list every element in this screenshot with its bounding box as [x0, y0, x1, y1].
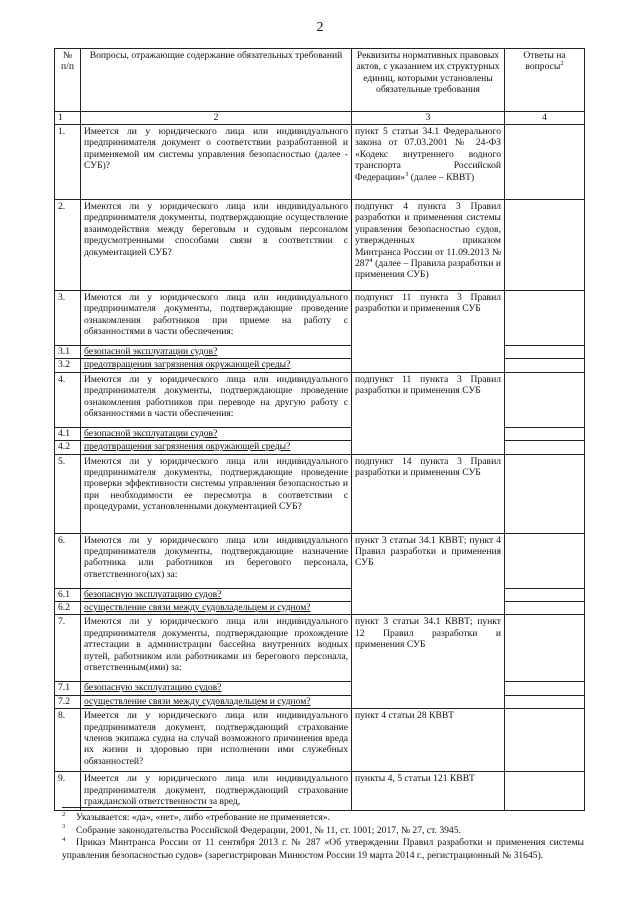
reference-text	[352, 125, 505, 200]
table-row	[55, 615, 585, 682]
question-text: Имеется ли у юридического лица или индивидуального предпринимателя документ о соответствии разработанной и применяемой им системы управления безопасностью (далее - СУБ)?	[81, 125, 352, 200]
footnotes	[62, 812, 584, 862]
checklist-table	[54, 48, 585, 811]
reference-text	[352, 200, 505, 291]
sub-question-text: осуществление связи между судовладельцем и судном?	[81, 602, 352, 615]
sub-question-text: предотвращения загрязнения окружающей среды?	[81, 359, 352, 372]
table-row	[55, 372, 585, 427]
reference-main: подпункт 4 пункта 3 Правил разработки и применения системы управления безопасностью судов, утвержденных приказом Минтранса России от 11.09.2013 № 287	[355, 201, 501, 270]
sub-question-text: предотвращения загрязнения окружающей среды?	[81, 441, 352, 454]
footnote-text: Собрание законодательства Российской Федерации, 2001, № 11, ст. 1001; 2017, № 27, ст. 3945.	[76, 824, 461, 836]
table-row	[55, 291, 585, 346]
table-row	[55, 772, 585, 811]
sub-row	[55, 695, 585, 708]
answer-cell[interactable]	[505, 372, 585, 427]
question-text: Имеются ли у юридического лица или индивидуального предпринимателя документы, подтверждающие прохождение аттестации в администрации бассейна внутренних водных путей, работником или работниками из берегового персонала, ответственным(ими) за:	[81, 615, 352, 682]
question-text: Имеются ли у юридического лица или индивидуального предпринимателя документы, подтверждающие осуществление взаимодействия между береговым и судовым персоналом предусмотренными способами связи в соответствии с документацией СУБ?	[81, 200, 352, 291]
answer-cell[interactable]	[505, 588, 585, 601]
question-text: Имеются ли у юридического лица или индивидуального предпринимателя документы, подтверждающие назначение работника или работников из берегового персонала, ответственного(ых) за:	[81, 533, 352, 588]
sub-question-text: безопасную эксплуатацию судов?	[81, 588, 352, 601]
reference-text: пункт 3 статьи 34.1 КВВТ; пункт 12 Правил разработки и применения СУБ	[352, 615, 505, 709]
reference-text: подпункт 11 пункта 3 Правил разработки и применения СУБ	[352, 291, 505, 373]
answer-cell[interactable]	[505, 454, 585, 533]
row-number: 1.	[55, 125, 81, 200]
column-index: 4	[505, 112, 585, 125]
footnote-marker: 3	[405, 170, 409, 178]
question-text: Имеются ли у юридического лица или индивидуального предпринимателя документы, подтверждающие проведение ознакомления работников при приеме на работу с обязанностями в части обеспечения:	[81, 291, 352, 346]
row-number: 8.	[55, 709, 81, 772]
sub-row	[55, 427, 585, 440]
question-text: Имеются ли у юридического лица или индивидуального предпринимателя документы, подтверждающие проведение ознакомления работников при переводе на другую работу с обязанностями в части обеспечения:	[81, 372, 352, 427]
answer-cell[interactable]	[505, 359, 585, 372]
answer-cell[interactable]	[505, 533, 585, 588]
column-index-row	[55, 112, 585, 125]
reference-text: подпункт 11 пункта 3 Правил разработки и применения СУБ	[352, 372, 505, 454]
answer-cell[interactable]	[505, 709, 585, 772]
table-row	[55, 125, 585, 200]
question-text: Имеется ли у юридического лица или индивидуального предпринимателя документ, подтверждающий страхование гражданской ответственности за вред,	[81, 772, 352, 811]
header-number: № п/п	[55, 49, 81, 112]
sub-row-number: 3.2	[55, 359, 81, 372]
sub-row-number: 3.1	[55, 346, 81, 359]
page-number: 2	[316, 20, 324, 35]
question-text: Имеется ли у юридического лица или индивидуального предпринимателя документ, подтверждающий страхование членов экипажа судна на случай возможного причинения вреда их жизни и здоровью при исполнении ими служебных обязанностей?	[81, 709, 352, 772]
reference-tail: (далее – Правила разработки и применения СУБ)	[355, 258, 501, 281]
footnote-text: Приказ Минтранса России от 11 сентября 2013 г. № 287 «Об утверждении Правил разработки и применения системы управления безопасностью судов» (зарегистрирован Минюстом России 19 марта 2014 г., регистрационный № 31645).	[62, 837, 584, 861]
row-number: 4.	[55, 372, 81, 427]
reference-tail: (далее – КВВТ)	[408, 171, 475, 183]
answer-cell[interactable]	[505, 772, 585, 811]
sub-row	[55, 441, 585, 454]
question-text: Имеются ли у юридического лица или индивидуального предпринимателя документы, подтверждающие проведение проверки эффективности системы управления безопасностью и при необходимости ее пересмотра в соответствии с процедурами, установленными документацией СУБ?	[81, 454, 352, 533]
sub-row-number: 6.1	[55, 588, 81, 601]
header-answers-text: Ответы на вопросы	[523, 50, 566, 73]
sub-question-text: безопасной эксплуатации судов?	[81, 346, 352, 359]
reference-main: пункт 5 статьи 34.1 Федерального закона от 07.03.2001 № 24-ФЗ «Кодекс внутреннего водного транспорта Российской Федерации»	[355, 126, 501, 183]
sub-question-text: безопасную эксплуатацию судов?	[81, 682, 352, 695]
footnote: $^3$ Собрание законодательства Российской Федерации, 2001, № 11, ст. 1001; 2017, № 27, ст. 3945.	[62, 823, 461, 836]
row-number: 2.	[55, 200, 81, 291]
sub-row-number: 4.2	[55, 441, 81, 454]
sub-row	[55, 346, 585, 359]
row-number: 6.	[55, 533, 81, 588]
table-header-row	[55, 49, 585, 112]
answer-cell[interactable]	[505, 695, 585, 708]
reference-text: пункт 3 статьи 34.1 КВВТ; пункт 4 Правил разработки и применения СУБ	[352, 533, 505, 615]
footnote: $^2$ Указывается: «да», «нет», либо «требование не применяется».	[62, 810, 331, 823]
answer-cell[interactable]	[505, 602, 585, 615]
table-row	[55, 200, 585, 291]
sub-row-number: 4.1	[55, 427, 81, 440]
sub-row-number: 7.2	[55, 695, 81, 708]
table-row	[55, 709, 585, 772]
footnote: $^4$ Приказ Минтранса России от 11 сентября 2013 г. № 287 «Об утверждении Правил разработки и применения системы управления безопасностью судов» (зарегистрирован Минюстом России 19 марта 2014 г., регистрационный № 31645).	[62, 835, 584, 861]
sub-row-number: 7.1	[55, 682, 81, 695]
footnote-marker: 4	[369, 256, 373, 264]
column-index: 1	[55, 112, 81, 125]
sub-question-text: безопасной эксплуатации судов?	[81, 427, 352, 440]
answer-cell[interactable]	[505, 427, 585, 440]
column-index: 2	[81, 112, 352, 125]
header-questions: Вопросы, отражающие содержание обязательных требований	[81, 49, 352, 112]
row-number: 7.	[55, 615, 81, 682]
reference-text: подпункт 14 пункта 3 Правил разработки и применения СУБ	[352, 454, 505, 533]
header-references: Реквизиты нормативных правовых актов, с указанием их структурных единиц, которыми установлены обязательные требования	[352, 49, 505, 112]
reference-text: пункт 4 статьи 28 КВВТ	[352, 709, 505, 772]
answer-cell[interactable]	[505, 615, 585, 682]
sub-row	[55, 588, 585, 601]
answer-cell[interactable]	[505, 200, 585, 291]
header-answers-sup: 2	[560, 60, 564, 68]
answer-cell[interactable]	[505, 125, 585, 200]
sub-row	[55, 682, 585, 695]
table-row	[55, 454, 585, 533]
column-index: 3	[352, 112, 505, 125]
sub-row-number: 6.2	[55, 602, 81, 615]
answer-cell[interactable]	[505, 441, 585, 454]
answer-cell[interactable]	[505, 346, 585, 359]
sub-row	[55, 359, 585, 372]
table-row	[55, 533, 585, 588]
header-answers	[505, 49, 585, 112]
row-number: 3.	[55, 291, 81, 346]
sub-question-text: осуществление связи между судовладельцем и судном?	[81, 695, 352, 708]
row-number: 9.	[55, 772, 81, 811]
footnote-text: Указывается: «да», «нет», либо «требование не применяется».	[76, 812, 331, 823]
answer-cell[interactable]	[505, 291, 585, 346]
answer-cell[interactable]	[505, 682, 585, 695]
sub-row	[55, 602, 585, 615]
reference-text: пункты 4, 5 статьи 121 КВВТ	[352, 772, 505, 811]
footnote-divider	[62, 807, 212, 808]
row-number: 5.	[55, 454, 81, 533]
